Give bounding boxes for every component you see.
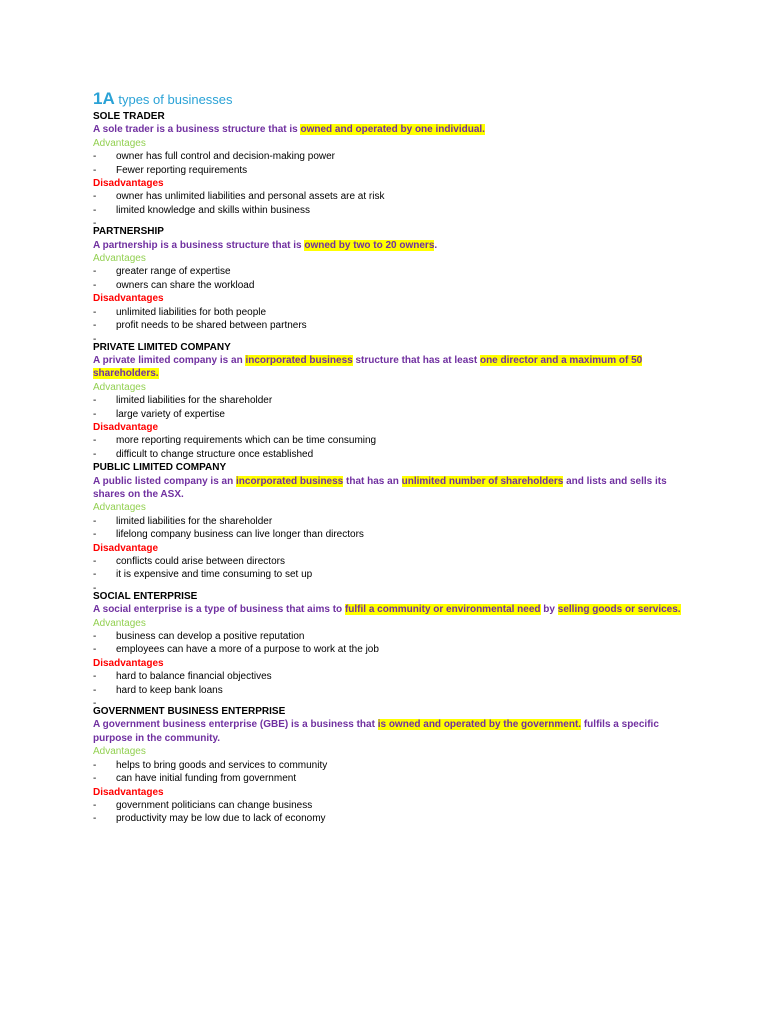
advantage-item: [93, 164, 683, 177]
bullet-dash: -: [93, 773, 97, 785]
disadvantage-item: [93, 555, 683, 568]
section-title: GOVERNMENT BUSINESS ENTERPRISE: [93, 706, 286, 718]
section-title: PARTNERSHIP: [93, 226, 164, 238]
list-item-text: more reporting requirements which can be time consuming: [116, 435, 377, 447]
disadvantage-item: [93, 812, 683, 825]
advantage-item: [93, 643, 683, 656]
list-item-text: can have initial funding from government: [116, 773, 297, 785]
disadvantage-item: [93, 670, 683, 683]
bullet-dash: -: [93, 698, 97, 706]
disadvantages-label: Disadvantages: [93, 786, 164, 798]
disadvantages-label: Disadvantage: [93, 421, 159, 433]
bullet-dash: -: [93, 395, 97, 407]
business-section: [93, 461, 683, 590]
advantages-label: Advantages: [93, 381, 146, 393]
disadvantage-item: [93, 319, 683, 332]
list-item-text: productivity may be low due to lack of economy: [116, 813, 326, 825]
business-section: [93, 341, 683, 462]
empty-bullet: [93, 333, 683, 341]
advantage-item: [93, 394, 683, 407]
advantages-label: Advantages: [93, 253, 146, 265]
heading-text: types of businesses: [118, 92, 233, 107]
definition: [93, 123, 683, 136]
definition-text: fulfils a specific purpose in the community.: [93, 719, 659, 744]
business-section: [93, 705, 683, 826]
document-body: [93, 90, 683, 826]
business-section: [93, 590, 683, 705]
section-title: PUBLIC LIMITED COMPANY: [93, 462, 227, 474]
list-item-text: Fewer reporting requirements: [116, 164, 248, 176]
advantage-item: [93, 265, 683, 278]
disadvantage-item: [93, 204, 683, 217]
definition: [93, 718, 683, 745]
bullet-dash: -: [93, 799, 97, 811]
bullet-dash: -: [93, 813, 97, 825]
disadvantage-item: [93, 190, 683, 203]
definition: [93, 239, 683, 252]
bullet-dash: -: [93, 266, 97, 278]
definition-text: A partnership is a business structure that is: [93, 239, 305, 251]
bullet-dash: -: [93, 569, 97, 581]
definition-text: A private limited company is an: [93, 354, 246, 366]
highlighted-text: incorporated business: [236, 475, 344, 487]
highlighted-text: owned by two to 20 owners: [304, 239, 435, 251]
definition: [93, 603, 683, 616]
list-item-text: limited knowledge and skills within business: [116, 204, 310, 216]
section-title: PRIVATE LIMITED COMPANY: [93, 341, 231, 353]
list-item-text: conflicts could arise between directors: [116, 556, 285, 567]
list-item-text: greater range of expertise: [116, 266, 231, 278]
bullet-dash: -: [93, 333, 97, 341]
bullet-dash: -: [93, 204, 97, 216]
list-item-text: profit needs to be shared between partners: [116, 320, 307, 332]
bullet-dash: -: [93, 448, 97, 460]
empty-bullet: [93, 217, 683, 225]
bullet-dash: -: [93, 631, 97, 643]
bullet-dash: -: [93, 408, 97, 420]
advantages-label: Advantages: [93, 746, 146, 758]
bullet-dash: -: [93, 759, 97, 771]
disadvantage-item: [93, 568, 683, 581]
advantage-item: [93, 759, 683, 772]
bullet-dash: -: [93, 320, 97, 332]
bullet-dash: -: [93, 671, 97, 683]
list-item-text: employees can have a more of a purpose to work at the job: [116, 644, 379, 656]
highlighted-text: unlimited number of shareholders: [401, 475, 564, 487]
bullet-dash: -: [93, 435, 97, 447]
definition-text: A government business enterprise (GBE) is a business that: [93, 719, 378, 731]
advantage-item: [93, 515, 683, 528]
empty-bullet: [93, 582, 683, 590]
bullet-dash: -: [93, 515, 97, 527]
advantage-item: [93, 772, 683, 785]
highlighted-text: owned and operated by one individual.: [300, 124, 485, 136]
definition-text: by: [540, 604, 558, 616]
disadvantages-label: Disadvantages: [93, 293, 164, 305]
advantages-label: Advantages: [93, 617, 146, 629]
disadvantages-label: Disadvantage: [93, 542, 159, 554]
section-title: SOLE TRADER: [93, 111, 165, 122]
bullet-dash: -: [93, 218, 97, 226]
definition-text: A social enterprise is a type of business that aims to: [93, 604, 345, 616]
disadvantages-label: Disadvantages: [93, 657, 164, 669]
list-item-text: government politicians can change business: [116, 799, 313, 811]
list-item-text: hard to keep bank loans: [116, 684, 223, 696]
list-item-text: hard to balance financial objectives: [116, 671, 272, 683]
list-item-text: helps to bring goods and services to community: [116, 759, 328, 771]
highlighted-text: fulfil a community or environmental need: [344, 604, 541, 616]
bullet-dash: -: [93, 306, 97, 318]
advantages-label: Advantages: [93, 137, 146, 149]
bullet-dash: -: [93, 644, 97, 656]
definition-text: structure that has at least: [352, 354, 480, 366]
section-title: SOCIAL ENTERPRISE: [93, 590, 198, 602]
highlighted-text: incorporated business: [245, 354, 353, 366]
bullet-dash: -: [93, 684, 97, 696]
bullet-dash: -: [93, 279, 97, 291]
advantage-item: [93, 408, 683, 421]
bullet-dash: -: [93, 556, 97, 567]
advantage-item: [93, 150, 683, 163]
disadvantages-label: Disadvantages: [93, 178, 164, 190]
disadvantage-item: [93, 684, 683, 697]
bullet-dash: -: [93, 151, 97, 163]
sections-container: [93, 110, 683, 826]
business-section: [93, 110, 683, 225]
list-item-text: owner has full control and decision-making power: [116, 151, 336, 163]
list-item-text: large variety of expertise: [116, 408, 225, 420]
disadvantage-item: [93, 448, 683, 461]
bullet-dash: -: [93, 164, 97, 176]
list-item-text: limited liabilities for the shareholder: [116, 515, 273, 527]
list-item-text: it is expensive and time consuming to set up: [116, 569, 313, 581]
list-item-text: limited liabilities for the shareholder: [116, 395, 273, 407]
definition-text: and lists and sells its shares on the ASX.: [93, 475, 667, 500]
disadvantage-item: [93, 306, 683, 319]
heading-number: 1A: [93, 89, 115, 108]
list-item-text: difficult to change structure once established: [116, 448, 314, 460]
empty-bullet: [93, 697, 683, 705]
bullet-dash: -: [93, 582, 97, 590]
bullet-dash: -: [93, 529, 97, 541]
list-item-text: owners can share the workload: [116, 279, 255, 291]
list-item-text: unlimited liabilities for both people: [116, 306, 267, 318]
bullet-dash: -: [93, 191, 97, 203]
advantage-item: [93, 630, 683, 643]
highlighted-text: one director and a maximum of 50 shareholders.: [93, 354, 643, 380]
definition: [93, 475, 683, 502]
list-item-text: lifelong company business can live longer than directors: [116, 529, 364, 541]
business-section: [93, 225, 683, 340]
list-item-text: owner has unlimited liabilities and personal assets are at risk: [116, 191, 385, 203]
advantage-item: [93, 279, 683, 292]
definition-text: that has an: [343, 475, 402, 487]
definition: [93, 354, 683, 381]
disadvantage-item: [93, 434, 683, 447]
page-heading: [93, 90, 683, 109]
advantage-item: [93, 528, 683, 541]
highlighted-text: selling goods or services.: [557, 604, 681, 616]
definition-text: A public listed company is an: [93, 475, 236, 487]
disadvantage-item: [93, 799, 683, 812]
advantages-label: Advantages: [93, 502, 146, 514]
definition-text: A sole trader is a business structure that is: [93, 124, 301, 136]
list-item-text: business can develop a positive reputation: [116, 631, 305, 643]
definition-text: .: [434, 239, 438, 251]
highlighted-text: is owned and operated by the government.: [377, 719, 582, 731]
